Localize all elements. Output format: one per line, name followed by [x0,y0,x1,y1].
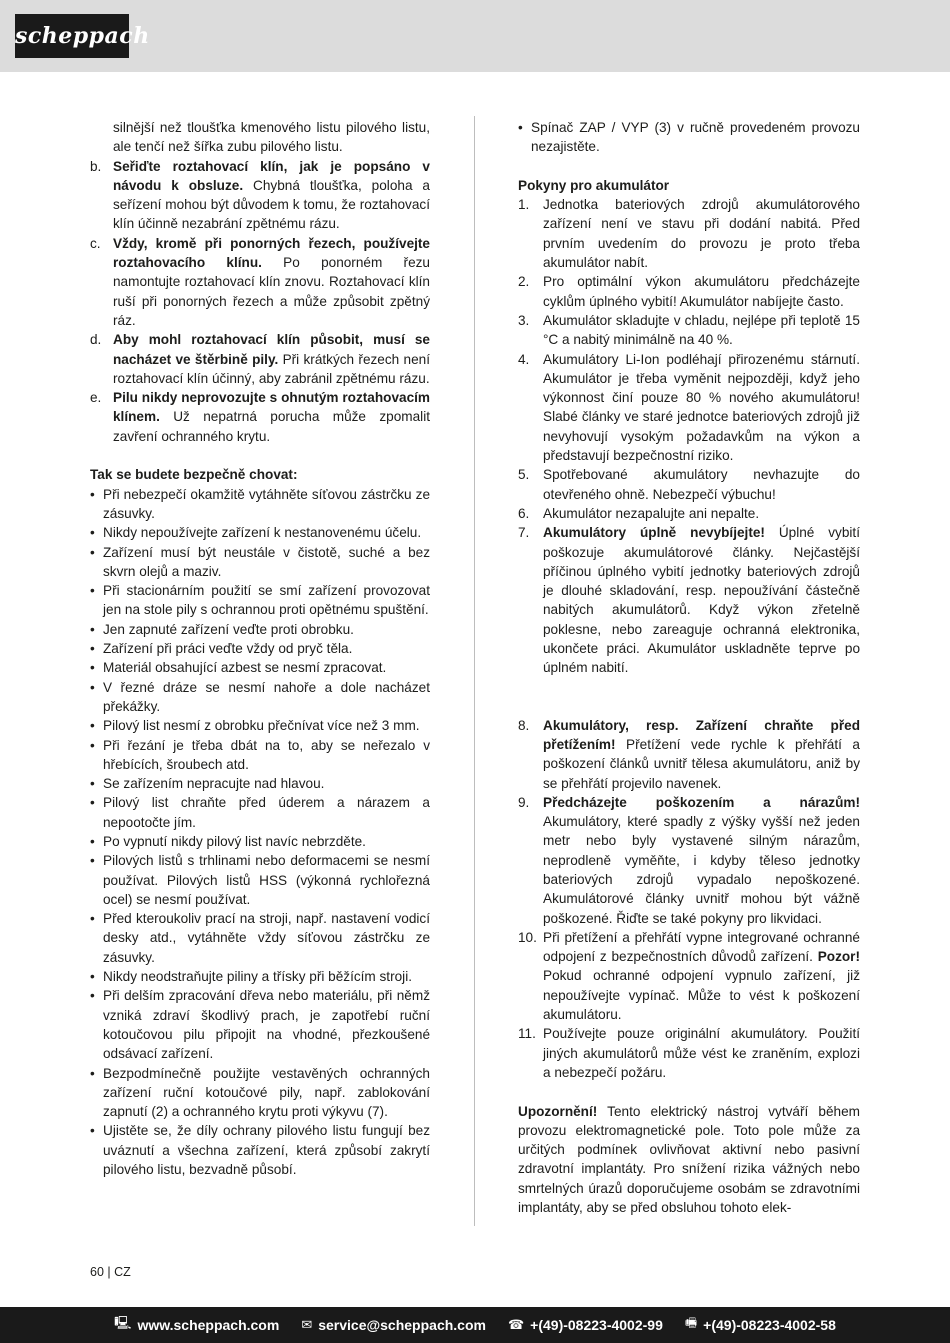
list-item-text: Pilový list chraňte před úderem a nárazem a nepootočte jím. [103,795,430,830]
list-item [90,736,430,775]
list-item-text: Jen zapnuté zařízení veďte proti obrobku. [103,621,354,637]
list-item-text: Materiál obsahující azbest se nesmí zpracovat. [103,660,387,676]
list-item-text: Ujistěte se, že díly ochrany pilového listu fungují bez uváznutí a všechna zařízení, která způsobí zakrytí pilového listu, bezvadně působí. [103,1123,430,1178]
numbered-list-continued [518,716,860,1083]
footer-phone-number: +(49)-08223-4002-99 [530,1317,663,1333]
footer-fax-number: +(49)-08223-4002-58 [703,1317,836,1333]
list-item-plain: Spotřebované akumulátory nevhazujte do otevřeného ohně. Nebezpečí výbuchu! [543,467,860,502]
list-item [90,793,430,832]
list-item [90,851,430,909]
list-item-emphasis: Akumulátory, resp. Zařízení chraňte před přetížením! [543,717,860,752]
footer-fax [685,1314,836,1336]
list-marker: c. [90,235,101,251]
list-item [90,1121,430,1179]
bullet-marker: • [90,1123,95,1139]
list-item-text [543,465,860,504]
footer-phone [508,1317,663,1333]
list-marker: 6. [518,505,530,521]
list-item [90,832,430,851]
bullet-marker: • [90,969,95,985]
bullet-marker: • [90,911,95,927]
list-item-plain: Akumulátor skladujte v chladu, nejlépe při teplotě 15 °C a nabitý minimálně na 40 %. [543,312,860,348]
list-item-text [543,195,860,272]
list-item-emphasis: Pilu nikdy neprovozujte s ohnutým roztahovacím klínem. [113,390,430,425]
list-item [518,504,860,523]
list-item-text [543,272,860,311]
list-item-text: V řezné dráze se nesmí nahoře a dole nacházet překážky. [103,679,430,714]
mail-icon: ✉ [301,1317,313,1332]
list-item [90,485,430,524]
list-item [90,157,430,234]
list-item-text [543,1024,860,1082]
list-item-plain: Akumulátory, které spadly z výšky vyšší než jeden metr nebo byly vystavené silným nárazům, neprodleně vyměňte, i kdyby těleso jednotky bateriových zdrojů vypadalo nepoškozené. Akumulátorové články uvnitř mohou být vážně poškozené. Řiďte se také pokyny pro likvidaci. [543,814,860,926]
list-item-plain: Při přetížení a přehřátí vypne integrované ochranné odpojení z bezpečnostních důvodů zařízení. [543,929,860,965]
list-item-text [543,504,860,523]
column-divider [474,116,475,1226]
list-item-text: Pilových listů s trhlinami nebo deformacemi se nesmí používat. Pilových listů HSS (výkonná rychlořezná ocel) se nesmí používat. [103,853,430,907]
list-item-emphasis: Předcházejte poškozením a nárazům! [543,794,860,810]
list-item [90,581,430,620]
list-item-plain: Už nepatrná porucha může zpomalit zavření ochranného krytu. [113,409,430,444]
list-item-text: Po vypnutí nikdy pilový list navíc nebrzděte. [103,833,366,849]
list-item-text: Zařízení musí být neustále v čistotě, suché a bez skvrn olejů a maziv. [103,544,430,579]
list-item [90,967,430,986]
list-item [518,350,860,466]
footer-mail-link[interactable]: service@scheppach.com [318,1317,486,1333]
list-item-text [113,388,430,446]
list-marker: 7. [518,525,530,541]
list-item-plain: Úplné vybití poškozuje akumulátorové články. Nejčastější příčinou úplného vybití jednotky bateriových zdrojů je dlouhé skladování, resp. nepoužívání částečně nabitých akumulátorů. Když výkon zřetelně poklesne, nebo zareaguje ochranná elektronika, ukončete práci. Akumulátor uskladněte teprve po úplném nabití. [543,525,860,676]
list-item-text: Při delším zpracování dřeva nebo materiálu, při němž vzniká zdraví škodlivý prach, je zapotřebí ruční kotoučovou pilu připojit na vhodné, přezkoušené odsávací zařízení. [103,988,430,1062]
list-item [90,330,430,388]
list-item [90,678,430,717]
list-item-emphasis: Pozor! [817,949,860,965]
bullet-marker: • [90,679,95,695]
list-item-plain: Přetížení vede rychle k přehřátí a poškození článků uvnitř tělesa akumulátoru, aniž by se přehřátí projevilo navenek. [543,736,860,791]
bullet-marker: • [90,1065,95,1081]
list-item-text: Spínač ZAP / VYP (3) v ručně provedeném provozu nezajistěte. [531,120,860,155]
bullet-marker: • [90,776,95,792]
fax-icon: 🖷 [684,1315,698,1330]
list-item [518,523,860,677]
list-item-emphasis: Vždy, kromě při ponorných řezech, používejte roztahovacího klínu. [113,235,430,271]
list-marker: 8. [518,717,530,733]
list-marker: 2. [518,274,530,290]
list-item [518,465,860,504]
footer-mail [301,1317,486,1333]
bullet-marker: • [90,795,95,811]
list-item-text [543,523,860,677]
list-marker: 3. [518,312,530,328]
warning-paragraph [518,1102,860,1218]
bullet-marker: • [90,641,95,657]
bullet-marker: • [90,544,95,560]
lettered-list [90,157,430,446]
list-item-plain: Akumulátor nezapalujte ani nepalte. [543,505,760,521]
bullet-list [90,485,430,1180]
list-item [90,774,430,793]
left-column [90,118,430,1179]
list-marker: b. [90,158,102,174]
list-item [90,639,430,658]
bullet-marker: • [90,583,95,599]
section-heading: Tak se budete bezpečně chovat: [90,467,298,483]
list-item-text: Bezpodmínečně použijte vestavěných ochranných zařízení ruční kotoučové pily, např. zablokování zapnutí (2) a ochranného krytu proti výkyvu (7). [103,1065,430,1120]
list-item-text: Při řezání je třeba dbát na to, aby se neřezalo v hřebících, šroubech atd. [103,737,430,772]
list-item [90,986,430,1063]
list-item [518,311,860,350]
list-item-text: Se zařízením nepracujte nad hlavou. [103,776,325,792]
list-item-text: Při nebezpečí okamžitě vytáhněte síťovou zástrčku ze zásuvky. [103,486,430,521]
list-item [90,1064,430,1122]
list-item-text: Pilový list nesmí z obrobku přečnívat více než 3 mm. [103,718,420,734]
list-item [90,909,430,967]
list-item-text [113,234,430,330]
list-item [518,272,860,311]
bullet-marker: • [90,660,95,676]
list-item [518,793,860,928]
warning-label: Upozornění! [518,1103,598,1119]
list-item-plain: Chybná tloušťka, poloha a seřízení mohou být důvodem k tomu, že roztahovací klín účinně nezabrání zpětnému rázu. [113,177,430,232]
list-item-emphasis: Aby mohl roztahovací klín působit, musí se nacházet ve štěrbině pily. [113,332,430,367]
bullet-marker: • [90,833,95,849]
list-item [90,523,430,542]
numbered-list [518,195,860,677]
list-marker: d. [90,332,102,348]
bullet-marker: • [90,486,95,502]
bullet-marker: • [90,988,95,1004]
phone-icon: ☎ [507,1317,525,1332]
brand-logo: scheppach [15,14,129,58]
right-column [518,118,860,1217]
list-item-text: Zařízení při práci veďte vždy od pryč těla. [103,641,353,657]
list-marker: 4. [518,351,530,367]
list-item [518,716,860,793]
bullet-marker: • [90,525,95,541]
bullet-marker: • [90,621,95,637]
page-footer [0,1307,950,1343]
list-marker: 5. [518,467,530,483]
footer-web-link[interactable]: www.scheppach.com [137,1317,280,1333]
page-header [0,0,950,72]
warning-text: Tento elektrický nástroj vytváří během provozu elektromagnetické pole. Toto pole může za určitých podmínek ovlivňovat aktivní nebo pasivní zdravotní implantáty. Pro snížení rizika vážných nebo smrtelných úrazů doporučujeme osobám se zdravotními implantáty, aby se před obsluhou tohoto elek- [518,1103,860,1216]
computer-icon: 🖳 [114,1315,132,1330]
list-marker: 9. [518,794,530,810]
list-item [90,716,430,735]
list-item-text: Před kteroukoliv prací na stroji, např. nastavení vodicí desky atd., vytáhněte vždy síťovou zástrčku ze zásuvky. [103,911,430,965]
list-item-plain: Pokud ochranné odpojení vypnulo zařízení, již nepoužívejte vypínač. Může to vést k poškození akumulátoru. [543,968,860,1023]
list-item-plain: Po ponorném řezu namontujte roztahovací klín znovu. Roztahovací klín ruší při ponorných řezech a může způsobit zpětný ráz. [113,255,430,328]
list-item [518,1024,860,1082]
list-item-text [543,793,860,928]
section-heading: Pokyny pro akumulátor [518,177,670,193]
list-item-emphasis: Seřiďte roztahovací klín, jak je popsáno v návodu k obsluze. [113,158,430,193]
list-item-text [543,350,860,466]
list-marker: 10. [518,929,537,945]
bullet-marker: • [90,737,95,753]
list-item [90,234,430,330]
list-item [518,195,860,272]
list-item-continuation: silnější než tloušťka kmenového listu pilového listu, ale tenčí než šířka zubu pilového listu. [113,120,430,155]
list-marker: e. [90,390,102,406]
list-item [518,118,860,157]
list-item-plain: Pro optimální výkon akumulátoru předcházejte cyklům úplného vybití! Akumulátor nabíjejte často. [543,274,860,309]
list-item-text [113,330,430,388]
list-item-emphasis: Akumulátory úplně nevybíjejte! [543,525,765,541]
list-item [90,543,430,582]
list-item [90,620,430,639]
list-item-text [543,716,860,793]
page-number: 60 | CZ [90,1265,131,1279]
list-item-plain: Akumulátory Li-Ion podléhají přirozenému stárnutí. Akumulátor je třeba vyměnit nejpozději, když jeho výkonnost činí pouze 80 % nového akumulátoru! Slabé články ve staré jednotce bateriových zdrojů již nevyhovují vysokým požadavkům na výkon a představují bezpečnostní riziko. [543,351,860,464]
list-item [90,658,430,677]
list-item-text [543,311,860,350]
bullet-marker: • [90,853,95,869]
list-item-plain: Používejte pouze originální akumulátory. Použití jiných akumulátorů může vést ke zraněním, explozi a nebezpečí požáru. [543,1026,860,1080]
bullet-marker: • [90,718,95,734]
list-item-text: Nikdy neodstraňujte piliny a třísky při běžícím stroji. [103,969,412,985]
footer-web [114,1314,279,1336]
list-marker: 11. [518,1026,536,1042]
list-item-plain: Při krátkých řezech není roztahovací klín účinný, aby zabránil zpětnému rázu. [113,351,430,386]
list-item-plain: Jednotka bateriových zdrojů akumulátorového zařízení není ve stavu při dodání nabitá. Před prvním uvedením do provozu je proto třeba akumulátor nabít. [543,197,860,271]
list-item-text: Nikdy nepoužívejte zařízení k nestanovenému účelu. [103,525,422,541]
list-item [90,388,430,446]
list-item [518,928,860,1024]
list-marker: 1. [518,197,530,213]
list-item-text [113,157,430,234]
list-item-text [543,928,860,1024]
bullet-marker: • [518,120,523,135]
list-item-text: Při stacionárním použití se smí zařízení provozovat jen na stole pily s ochrannou proti opětnému spuštění. [103,583,430,618]
